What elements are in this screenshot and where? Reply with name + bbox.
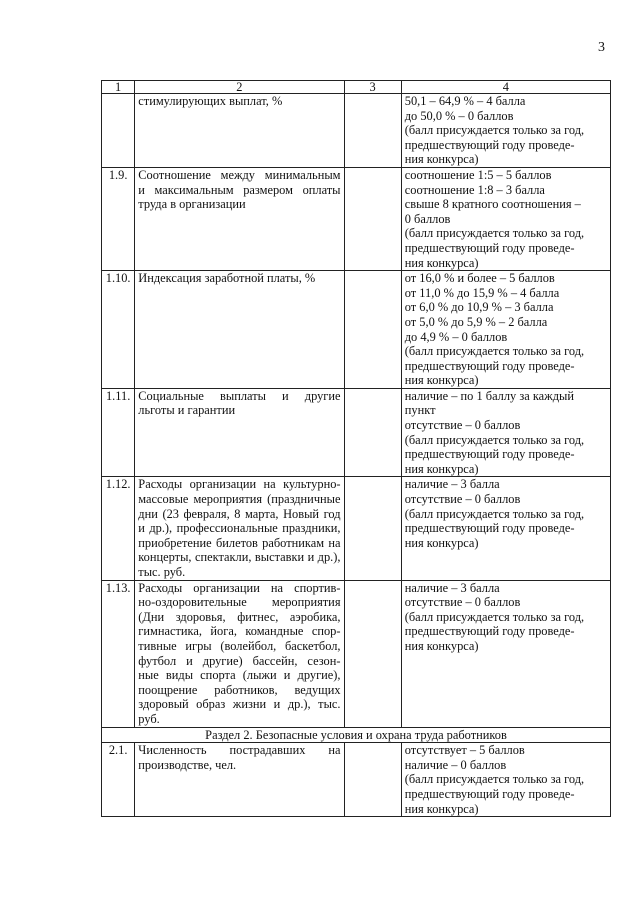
criteria-line: (балл присуждается только за год,	[404, 506, 585, 521]
description-line: массовые мероприятия (праздничные	[138, 492, 341, 507]
table-row	[102, 477, 611, 580]
description-line: производстве, чел.	[138, 757, 237, 772]
criteria-line: ния конкурса)	[404, 535, 479, 550]
criteria-line: 50,1 – 64,9 % – 4 балла	[404, 94, 526, 108]
criteria-line: от 6,0 % до 10,9 % – 3 балла	[404, 300, 554, 315]
description-line: труда в организации	[138, 197, 246, 212]
criteria-line: отсутствует – 5 баллов	[404, 743, 525, 758]
description-line: Соотношение между минимальным	[138, 167, 341, 182]
criteria-line: соотношение 1:8 – 3 балла	[404, 182, 545, 197]
header-cell-2: 2	[135, 81, 344, 94]
description-line: (Дни здоровья, фитнес, аэробика,	[138, 609, 341, 624]
scoring-criteria	[401, 388, 610, 477]
scoring-criteria	[401, 580, 610, 727]
description-line: футбол и другие) бассейн, сезон-	[138, 653, 341, 668]
row-number: 1.10.	[102, 271, 135, 389]
description-line: Численность пострадавших на	[138, 743, 341, 758]
description-line: Расходы организации на спортив-	[138, 580, 341, 595]
description-line: но-оздоровительные мероприятия	[138, 595, 341, 610]
criteria-line: (балл присуждается только за год,	[404, 432, 585, 447]
description-line: поощрение работников, ведущих	[138, 682, 341, 697]
row-number: 1.9.	[102, 167, 135, 270]
empty-cell	[344, 94, 401, 168]
section-2	[102, 727, 611, 743]
empty-cell	[344, 388, 401, 477]
description-line: Расходы организации на культурно-	[138, 477, 341, 492]
description-line: здоровый образ жизни и др.), тыс.	[138, 697, 341, 712]
description-line: дни (23 февраля, 8 марта, Новый год	[138, 506, 341, 521]
description-line: тыс. руб.	[138, 565, 186, 579]
row-number	[102, 94, 135, 168]
description-line: концерты, спектакли, выставки и др.),	[138, 550, 341, 565]
indicator-description	[135, 743, 344, 817]
empty-cell	[344, 167, 401, 270]
criteria-line: наличие – по 1 баллу за каждый	[404, 388, 574, 403]
empty-cell	[344, 580, 401, 727]
criteria-line: ния конкурса)	[404, 801, 479, 816]
description-line: и максимальным размером оплаты	[138, 182, 341, 197]
empty-cell	[344, 743, 401, 817]
criteria-line: соотношение 1:5 – 5 баллов	[404, 167, 552, 182]
criteria-line: свыше 8 кратного соотношения –	[404, 197, 581, 212]
table-row	[102, 271, 611, 389]
description-line: приобретение билетов работникам на	[138, 535, 341, 550]
criteria-line: до 4,9 % – 0 баллов	[404, 329, 508, 344]
criteria-line: 0 баллов	[404, 211, 451, 226]
criteria-line: отсутствие – 0 баллов	[404, 492, 521, 507]
description-line: тивные игры (волейбол, баскетбол,	[138, 638, 341, 653]
description-line: стимулирующих выплат, %	[138, 94, 283, 108]
criteria-line: ния конкурса)	[404, 373, 479, 388]
criteria-table	[101, 80, 611, 817]
row-number: 1.12.	[102, 477, 135, 580]
page-number: 3	[598, 40, 605, 55]
criteria-line: наличие – 3 балла	[404, 477, 500, 492]
description-line: Социальные выплаты и другие	[138, 388, 341, 403]
scoring-criteria	[401, 743, 610, 817]
section-row	[102, 727, 611, 743]
criteria-line: (балл присуждается только за год,	[404, 772, 585, 787]
indicator-description	[135, 94, 344, 168]
criteria-line: (балл присуждается только за год,	[404, 226, 585, 241]
criteria-line: до 50,0 % – 0 баллов	[404, 108, 514, 123]
table-row	[102, 580, 611, 727]
criteria-line: предшествующий году проведе-	[404, 624, 575, 639]
indicator-description	[135, 167, 344, 270]
description-line: льготы и гарантии	[138, 403, 236, 418]
indicator-description	[135, 477, 344, 580]
criteria-line: (балл присуждается только за год,	[404, 123, 585, 138]
header-cell-3: 3	[344, 81, 401, 94]
criteria-line: ния конкурса)	[404, 255, 479, 270]
description-line: гимнастика, йога, командные спор-	[138, 624, 341, 639]
scoring-criteria	[401, 477, 610, 580]
criteria-line: предшествующий году проведе-	[404, 358, 575, 373]
indicator-description	[135, 388, 344, 477]
criteria-line: отсутствие – 0 баллов	[404, 418, 521, 433]
indicator-description	[135, 580, 344, 727]
header-cell-1: 1	[102, 81, 135, 94]
table-row	[102, 743, 611, 817]
criteria-line: предшествующий году проведе-	[404, 240, 575, 255]
description-line: и др.), профессиональные праздники,	[138, 521, 341, 536]
table-header-row	[102, 81, 611, 94]
criteria-line: наличие – 3 балла	[404, 580, 500, 595]
criteria-line: предшествующий году проведе-	[404, 447, 575, 462]
criteria-line: предшествующий году проведе-	[404, 137, 575, 152]
table-row	[102, 94, 611, 168]
table-body	[102, 94, 611, 728]
row-number: 1.11.	[102, 388, 135, 477]
criteria-line: ния конкурса)	[404, 152, 479, 167]
criteria-line: от 5,0 % до 5,9 % – 2 балла	[404, 314, 548, 329]
empty-cell	[344, 271, 401, 389]
criteria-line: ния конкурса)	[404, 638, 479, 653]
table-row	[102, 167, 611, 270]
criteria-line: предшествующий году проведе-	[404, 521, 575, 536]
criteria-line: предшествующий году проведе-	[404, 786, 575, 801]
section-title: Раздел 2. Безопасные условия и охрана труда работников	[102, 727, 611, 743]
criteria-line: (балл присуждается только за год,	[404, 609, 585, 624]
criteria-line: отсутствие – 0 баллов	[404, 595, 521, 610]
scoring-criteria	[401, 94, 610, 168]
criteria-line: (балл присуждается только за год,	[404, 344, 585, 359]
row-number: 1.13.	[102, 580, 135, 727]
criteria-line: ния конкурса)	[404, 461, 479, 476]
table-row	[102, 388, 611, 477]
criteria-line: от 16,0 % и более – 5 баллов	[404, 271, 555, 286]
table-body-section-2	[102, 743, 611, 817]
criteria-line: пункт	[404, 403, 436, 418]
empty-cell	[344, 477, 401, 580]
description-line: ные виды спорта (лыжи и другие),	[138, 668, 341, 683]
criteria-line: от 11,0 % до 15,9 % – 4 балла	[404, 285, 560, 300]
row-number: 2.1.	[102, 743, 135, 817]
scoring-criteria	[401, 167, 610, 270]
scoring-criteria	[401, 271, 610, 389]
description-line: Индексация заработной платы, %	[138, 271, 316, 286]
indicator-description	[135, 271, 344, 389]
header-cell-4: 4	[401, 81, 610, 94]
criteria-line: наличие – 0 баллов	[404, 757, 507, 772]
description-line: руб.	[138, 711, 160, 726]
